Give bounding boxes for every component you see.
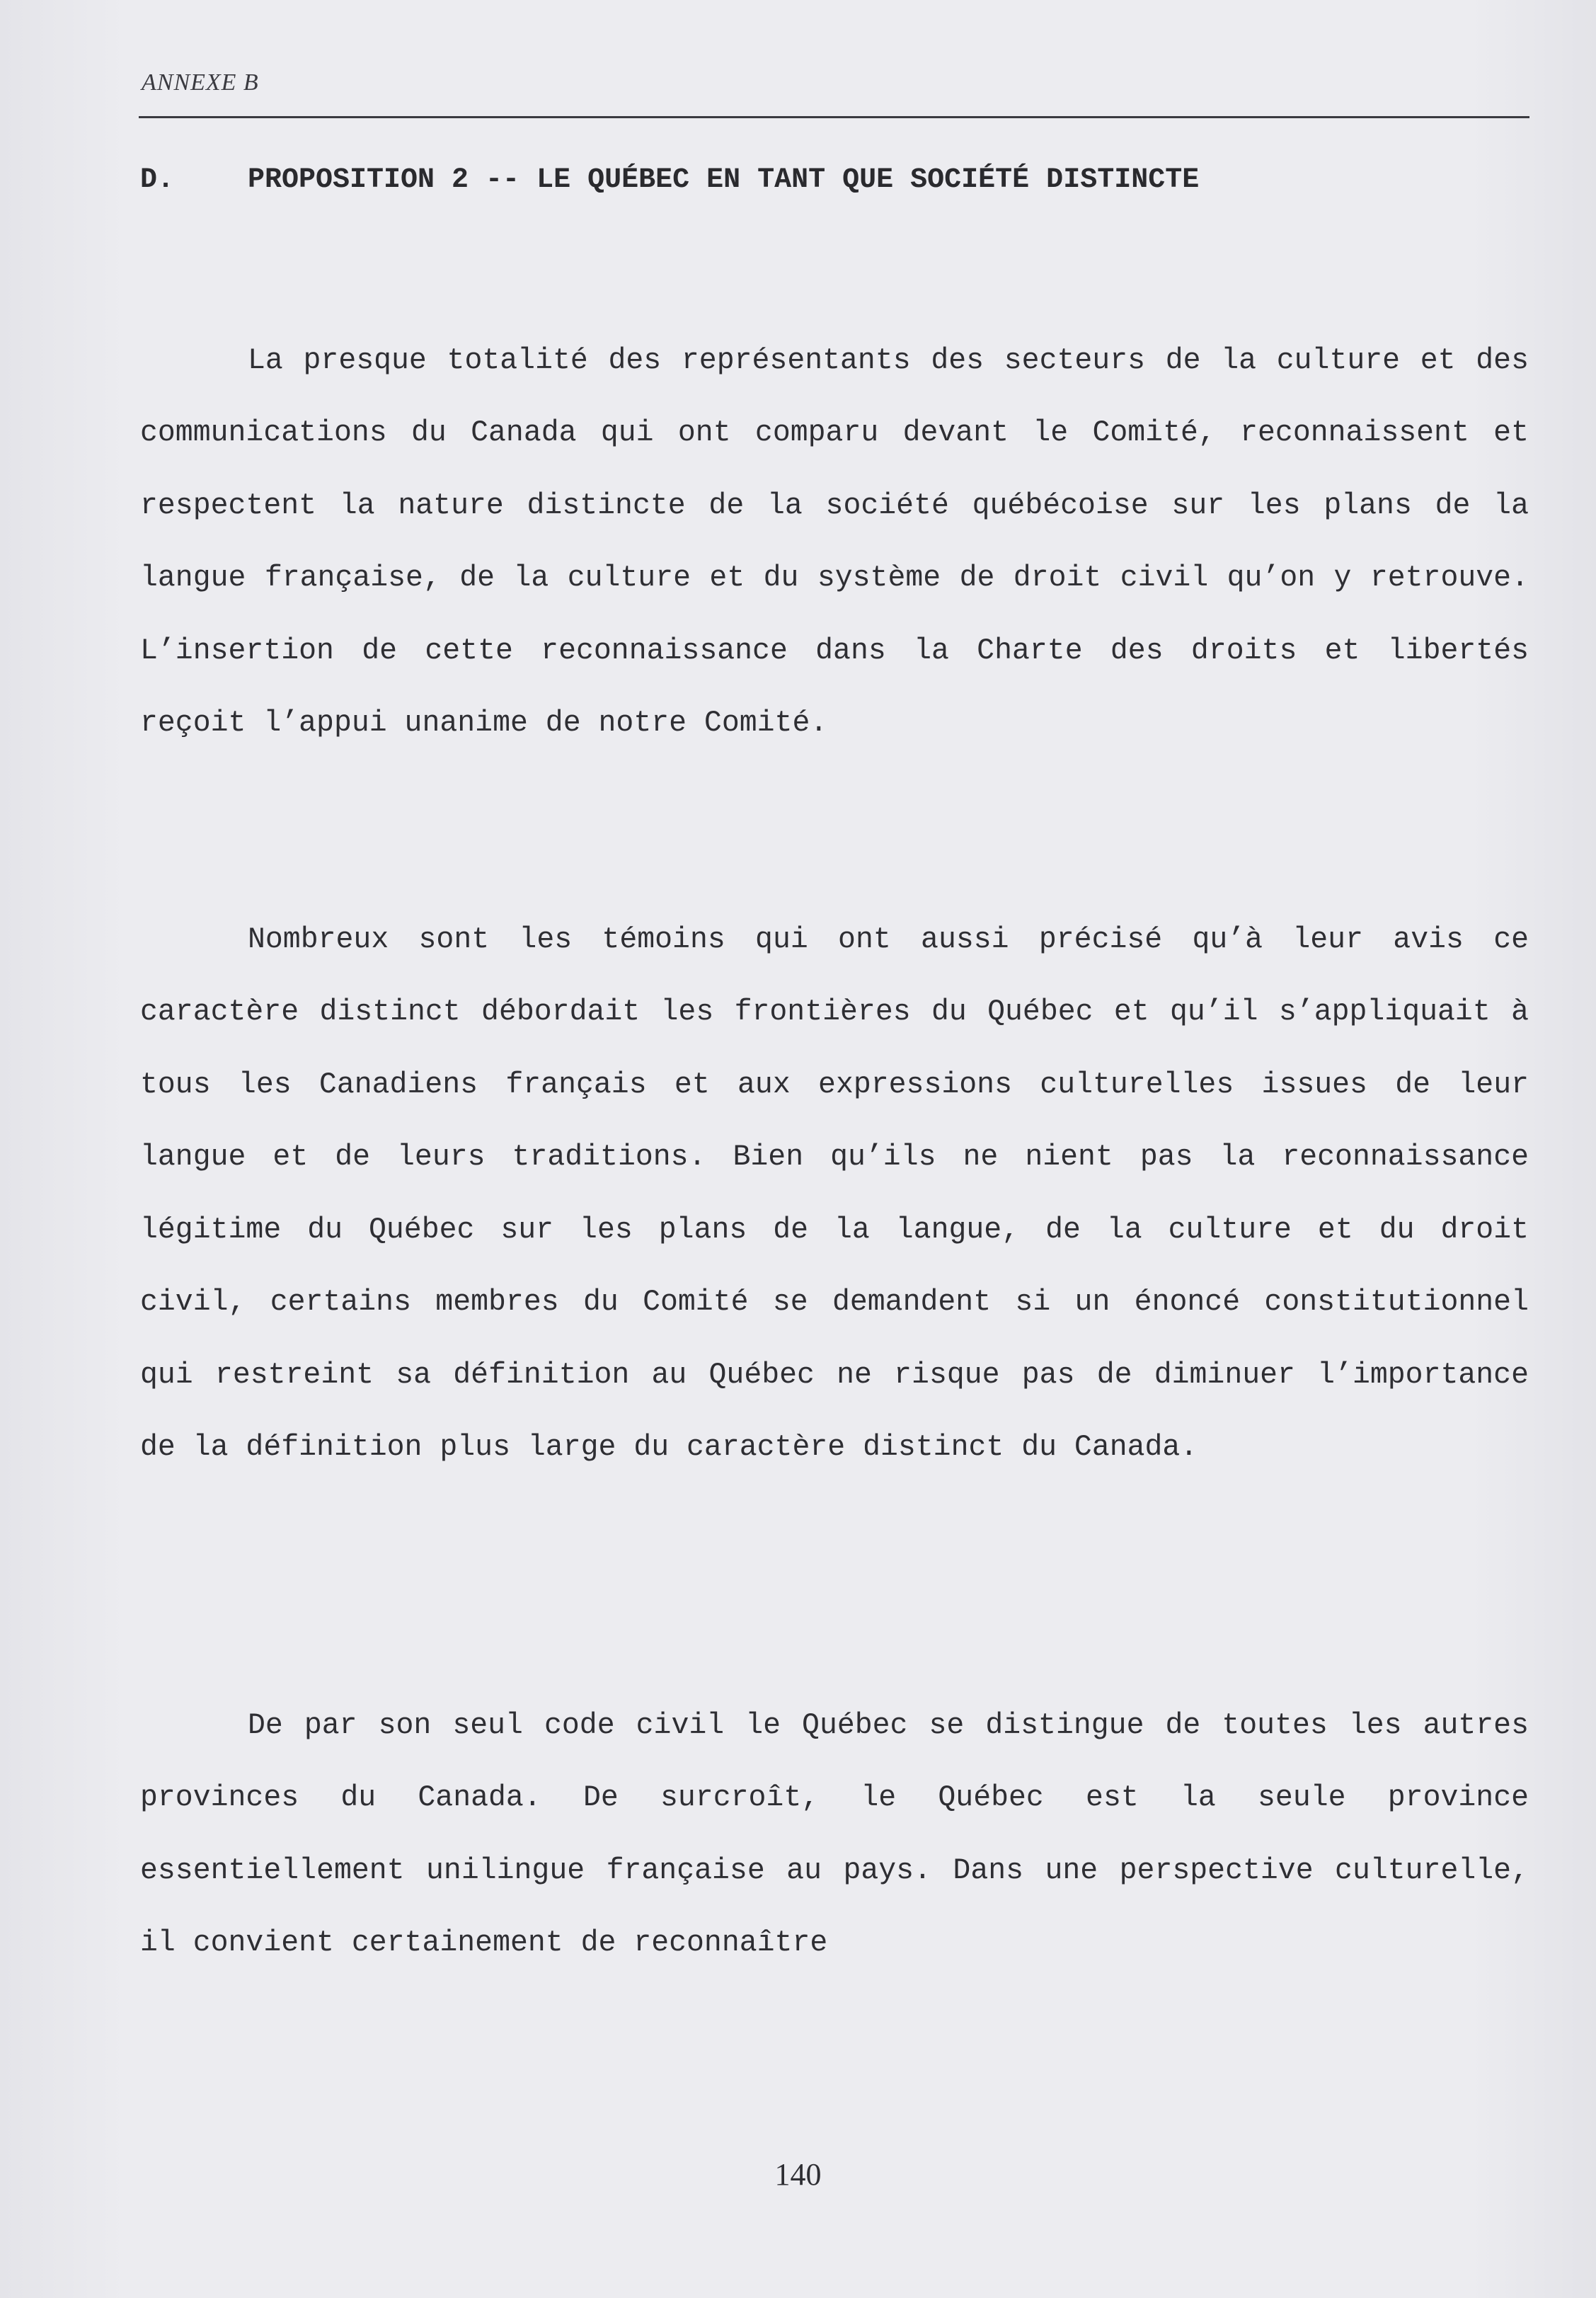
paragraph-3: De par son seul code civil le Québec se distingue de toutes les autres provinces du Canada. De surcroît, le Québec est la seule province essentiellement unilingue française au pays. Dans une perspective culturelle, il convient certainement de reconnaître: [140, 1708, 1529, 1960]
header-rule: [139, 116, 1529, 118]
section-heading: [140, 164, 1527, 196]
page-number: 140: [774, 2157, 822, 2192]
section-letter: D.: [140, 164, 175, 196]
section-title: PROPOSITION 2 -- LE QUÉBEC EN TANT QUE SOCIÉTÉ DISTINCTE: [248, 164, 1200, 196]
paragraph-2: Nombreux sont les témoins qui ont aussi précisé qu’à leur avis ce caractère distinct débordait les frontières du Québec et qu’il s’appliquait à tous les Canadiens français et aux expressions culturelles issues de leur langue et de leurs traditions. Bien qu’ils ne nient pas la reconnaissance légitime du Québec sur les plans de la langue, de la culture et du droit civil, certains membres du Comité se demandent si un énoncé constitutionnel qui restreint sa définition au Québec ne risque pas de diminuer l’importance de la définition plus large du caractère distinct du Canada.: [140, 922, 1529, 1464]
paragraph-1: La presque totalité des représentants des secteurs de la culture et des communications du Canada qui ont comparu devant le Comité, reconnaissent et respectent la nature distincte de la société québécoise sur les plans de la langue française, de la culture et du système de droit civil qu’on y retrouve. L’insertion de cette reconnaissance dans la Charte des droits et libertés reçoit l’appui unanime de notre Comité.: [140, 343, 1529, 740]
running-header: ANNEXE B: [142, 69, 259, 96]
